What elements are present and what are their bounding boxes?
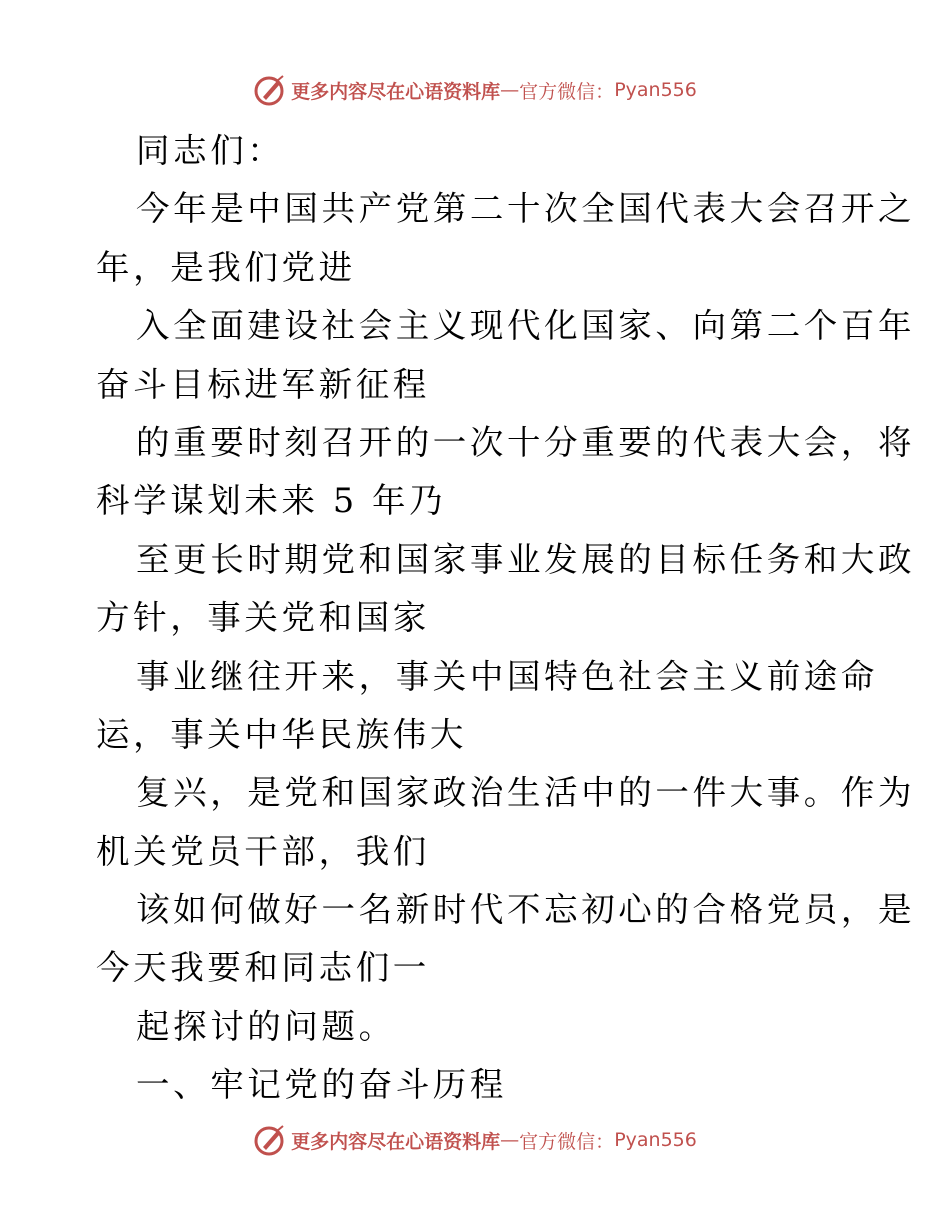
- watermark-wechat-label: 官方微信：: [519, 80, 615, 103]
- watermark-brand: 更多内容尽在心语资料库: [291, 80, 501, 103]
- watermark-wechat-id: Pyan556: [614, 79, 697, 101]
- watermark-separator: —: [500, 79, 520, 101]
- watermark-wechat-id: Pyan556: [614, 1129, 697, 1151]
- paragraph-line: 运，事关中华民族伟大: [96, 714, 467, 754]
- footer-watermark: [0, 1120, 950, 1160]
- paragraph-line: 起探讨的问题。: [136, 1006, 396, 1046]
- paragraph-line: 奋斗目标进军新征程: [96, 364, 430, 404]
- paragraph-line: 入全面建设社会主义现代化国家、向第二个百年: [136, 306, 916, 346]
- paragraph-line: 机关党员干部，我们: [96, 831, 430, 871]
- header-watermark: [0, 70, 950, 110]
- paragraph-line: 年，是我们党进: [96, 247, 356, 287]
- document-body: [96, 122, 916, 1115]
- paragraph-line: 该如何做好一名新时代不忘初心的合格党员，是: [136, 890, 916, 930]
- paragraph-line: 事业继往开来，事关中国特色社会主义前途命: [136, 656, 878, 696]
- paragraph-line: 科学谋划未来 5 年乃: [96, 481, 447, 521]
- salutation-line: 同志们：: [136, 131, 285, 170]
- quill-pen-logo-icon: [253, 1123, 287, 1157]
- paragraph-line: 今天我要和同志们一: [96, 948, 430, 988]
- section-heading: 一、牢记党的奋斗历程: [136, 1065, 507, 1105]
- paragraph-line: 复兴，是党和国家政治生活中的一件大事。作为: [136, 773, 916, 813]
- watermark-wechat-label: 官方微信：: [519, 1130, 615, 1153]
- watermark-separator: —: [500, 1129, 520, 1151]
- paragraph-line: 今年是中国共产党第二十次全国代表大会召开之: [136, 189, 916, 229]
- paragraph-line: 至更长时期党和国家事业发展的目标任务和大政: [136, 539, 916, 579]
- paragraph-line: 的重要时刻召开的一次十分重要的代表大会，将: [136, 422, 916, 462]
- quill-pen-logo-icon: [253, 73, 287, 107]
- paragraph-line: 方针，事关党和国家: [96, 598, 430, 638]
- watermark-brand: 更多内容尽在心语资料库: [291, 1130, 501, 1153]
